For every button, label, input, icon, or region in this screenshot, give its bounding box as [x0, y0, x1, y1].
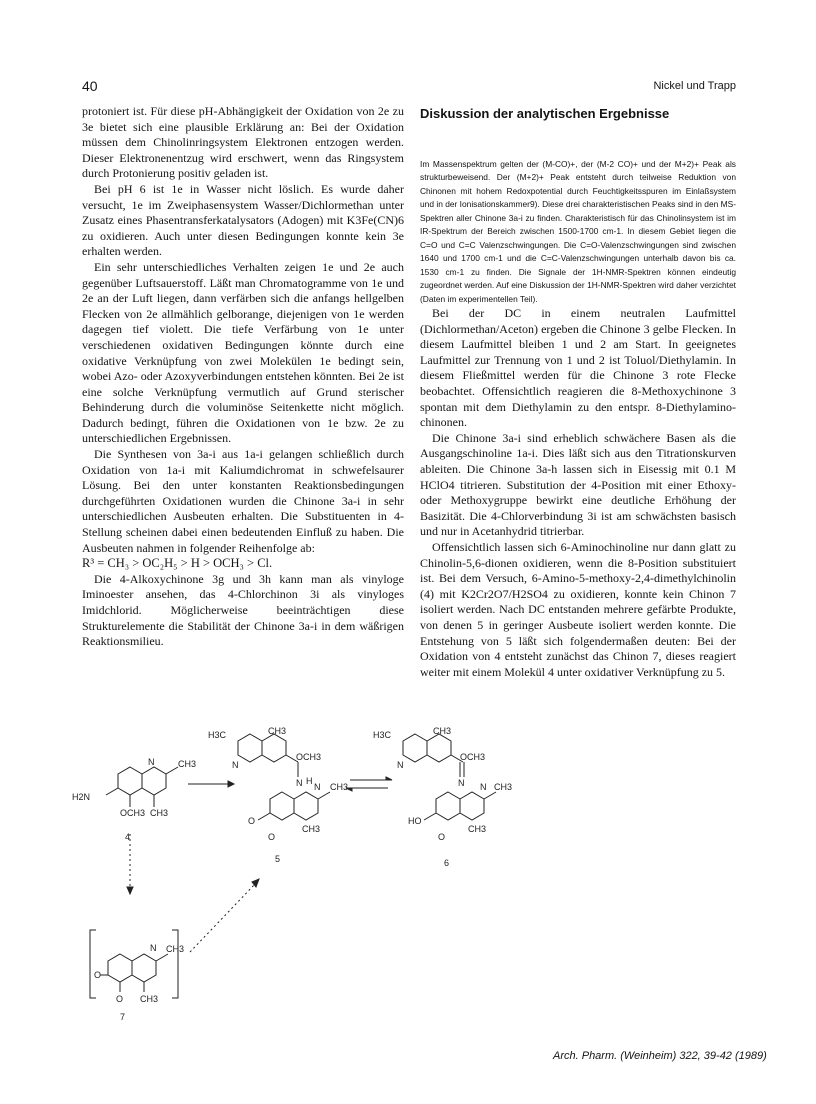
- right-column: [420, 104, 736, 680]
- nitrogen-label: N: [296, 778, 303, 788]
- compound-label-6: 6: [444, 858, 450, 868]
- nitrogen-label: N: [314, 782, 321, 792]
- reaction-scheme: [60, 722, 560, 1022]
- amino-group-label: H2N: [72, 792, 91, 802]
- methyl-label: CH3: [178, 759, 197, 769]
- paragraph: Bei pH 6 ist 1e in Wasser nicht löslich. Es wurde daher versucht, 1e im Zweiphasensystem Wasser/Dichlormethan unter Zusatz eines Phasentransferkatalysators (Adogen) mit K3Fe(CN)6 zu oxidieren. Auch unter diesen Bedingungen konnte kein 3e erhalten werden.: [82, 181, 404, 259]
- methyl-label: CH3: [494, 782, 513, 792]
- oxygen-label: O: [268, 832, 276, 842]
- structure-4: [106, 767, 178, 807]
- nitrogen-label: N: [480, 782, 487, 792]
- hydroxy-label: HO: [408, 816, 422, 826]
- compound-label-5: 5: [275, 854, 281, 864]
- nitrogen-label: N: [232, 760, 239, 770]
- oxygen-label: O: [116, 994, 124, 1004]
- analysis-summary: Im Massenspektrum gelten der (M-CO)+, der (M-2 CO)+ und der M+2)+ Peak als strukturbeweisend. Der (M+2)+ Peak entsteht durch teilweise Reduktion von Chinonen mit hohem Redoxpotential durch Feuchtigkeitsspuren im Einlaßsystem und in der Ionisationskammer9). Diese drei charakteristischen Peaks sind in den MS-Spektren aller Chinone 3a-i zu finden. Charakteristisch für das Chinolinsystem ist im IR-Spektrum der Bereich zwischen 1500-1700 cm-1. In diesem Gebiet liegen die C=O und C=C Valenzschwingungen. Die C=O-Valenzschwingungen sind zwischen 1640 und 1700 cm-1 und die C=C-Valenzschwingungen unterhalb davon bis ca. 1530 cm-1 zu finden. Die Signale der 1H-NMR-Spektren können eindeutig zugeordnet werden. Auf eine Diskussion der 1H-NMR-Spektren wird daher verzichtet (Daten im experimentellen Teil).: [420, 158, 736, 304]
- methoxy-label: OCH3: [120, 808, 146, 818]
- oxygen-label: O: [438, 832, 446, 842]
- oxygen-label: O: [94, 970, 102, 980]
- section-heading: Diskussion der analytischen Ergebnisse: [420, 106, 670, 121]
- paragraph: Die Synthesen von 3a-i aus 1a-i gelangen schließlich durch Oxidation von 1a-i mit Kaliumdichromat in schwefelsaurer Lösung. Bei den unter konstanten Reaktionsbedingungen durchgeführten Oxidationen wurden die Chinone 3a-i in sehr unterschiedlichen Ausbeuten erhalten. Die Substituenten in 4- Stellung scheinen dabei einen bedeutenden Einfluß zu haben. Die Ausbeuten nahmen in folgender Reihenfolge ab:: [82, 447, 404, 555]
- methyl-label: CH3: [268, 726, 287, 736]
- structure-7: [90, 930, 178, 998]
- methoxy-label: OCH3: [296, 752, 322, 762]
- nitrogen-label: N: [397, 760, 404, 770]
- substituent-series: R³ = CH₃ > OC₂H₅ > H > OCH₃ > Cl.: [82, 556, 273, 571]
- running-title: Nickel und Trapp: [653, 80, 736, 92]
- methyl-label: CH3: [150, 808, 169, 818]
- paragraph: Die 4-Alkoxychinone 3g und 3h kann man als vinyloge Iminoester ansehen, das 4-Chlorchinon 3i als vinyloges Imidchlorid. Möglicherweise beeinträchtigen diese Strukturelemente die Stabilität der Chinone 3a-i in dem wäßrigen Reaktionsmilieu.: [82, 571, 404, 649]
- journal-citation: Arch. Pharm. (Weinheim) 322, 39-42 (1989): [553, 1050, 767, 1062]
- hydrogen-label: H: [306, 776, 313, 786]
- methyl-label: CH3: [468, 824, 487, 834]
- methyl-label: CH3: [433, 726, 452, 736]
- left-column: [82, 104, 404, 650]
- methyl-label: H3C: [208, 730, 227, 740]
- structure-6: [403, 734, 496, 820]
- paragraph: Bei der DC in einem neutralen Laufmittel (Dichlormethan/Aceton) ergeben die Chinone 3 gelbe Flecken. In diesem Laufmittel bleiben 1 und 2 am Start. In geeignetes Laufmittel zur Trennung von 1 und 2 ist Toluol/Diethylamin. In diesem Fließmittel werden für die Chinone 3 rote Flecke beobachtet. Offensichtlich reagieren die 8-Methoxychinone 3 spontan mit dem Diethylamin zu den entspr. 8-Diethylamino-chinonen.: [420, 306, 736, 430]
- paragraph: Offensichtlich lassen sich 6-Aminochinoline nur dann glatt zu Chinolin-5,6-dionen oxidieren, wenn die 8-Position substituiert ist. Bei dem Versuch, 6-Amino-5-methoxy-2,4-dimethylchinolin (4) mit K2Cr2O7/H2SO4 zu oxidieren, konnte kein Chinon 7 isoliert werden. Nach DC entstanden mehrere gefärbte Produkte, von denen 5 in geringer Ausbeute isoliert werden konnte. Die Entstehung von 5 läßt sich folgendermaßen deuten: Bei der Oxidation von 4 entsteht zunächst das Chinon 7, dieses reagiert weiter mit einem Molekül 4 unter oxidativer Verknüpfung zu 5.: [420, 540, 736, 679]
- compound-label-4: 4: [125, 832, 131, 842]
- methyl-label: CH3: [140, 994, 159, 1004]
- compound-label-7: 7: [120, 1012, 126, 1022]
- nitrogen-label: N: [458, 778, 465, 788]
- methyl-label: CH3: [166, 944, 185, 954]
- nitrogen-label: N: [150, 943, 157, 953]
- methoxy-label: OCH3: [460, 752, 486, 762]
- nitrogen-label: N: [148, 757, 155, 767]
- oxygen-label: O: [248, 816, 256, 826]
- methyl-label: CH3: [302, 824, 321, 834]
- methyl-label: H3C: [373, 730, 392, 740]
- paragraph: Ein sehr unterschiedliches Verhalten zeigen 1e und 2e auch gegenüber Luftsauerstoff. Läßt man Chromatogramme von 1e und 2e an der Luft liegen, dann verfärben sich die anfangs hellgelben Flecken von 2e allmählich gelborange, diejenigen von 1e werden dagegen tief violett. Die tiefe Verfärbung von 1e unter verschiedenen oxidativen Bedingungen könnte durch eine oxidative Verknüpfung von zwei Molekülen 1e bedingt sein, wobei Azo- oder Azoxyverbindungen entstehen könnten. Bei 2e ist eine solche Verknüpfung vermutlich auf Grund sterischer Behinderung durch die voluminöse Seitenkette nicht möglich. Dadurch bedingt, führen die Oxidationen von 1e bzw. 2e zu unterschiedlichen Ergebnissen.: [82, 259, 404, 446]
- methyl-label: CH3: [330, 782, 349, 792]
- structure-5: [238, 734, 330, 820]
- paragraph: protoniert ist. Für diese pH-Abhängigkeit der Oxidation von 2e zu 3e bietet sich eine plausible Erklärung an: Bei der Oxidation müssen dem Chinolinringsystem Elektronen entzogen werden. Dieser Elektronenentzug wird erschwert, wenn das Ringsystem durch Protonierung positiv geladen ist.: [82, 104, 404, 181]
- page-number: 40: [82, 78, 98, 94]
- paragraph: Die Chinone 3a-i sind erheblich schwächere Basen als die Ausgangschinoline 1a-i. Dies läßt sich aus den Titrationskurven ableiten. Die Chinone 3a-h lassen sich in Eisessig mit 0.1 M HClO4 titrieren. Substitution der 4-Position mit einer Ethoxy- oder Methoxygruppe bewirkt eine deutliche Erhöhung der Basizität. Die 4-Chlorverbindung 3i ist am schwächsten basisch und nur in Acetanhydrid titrierbar.: [420, 430, 736, 539]
